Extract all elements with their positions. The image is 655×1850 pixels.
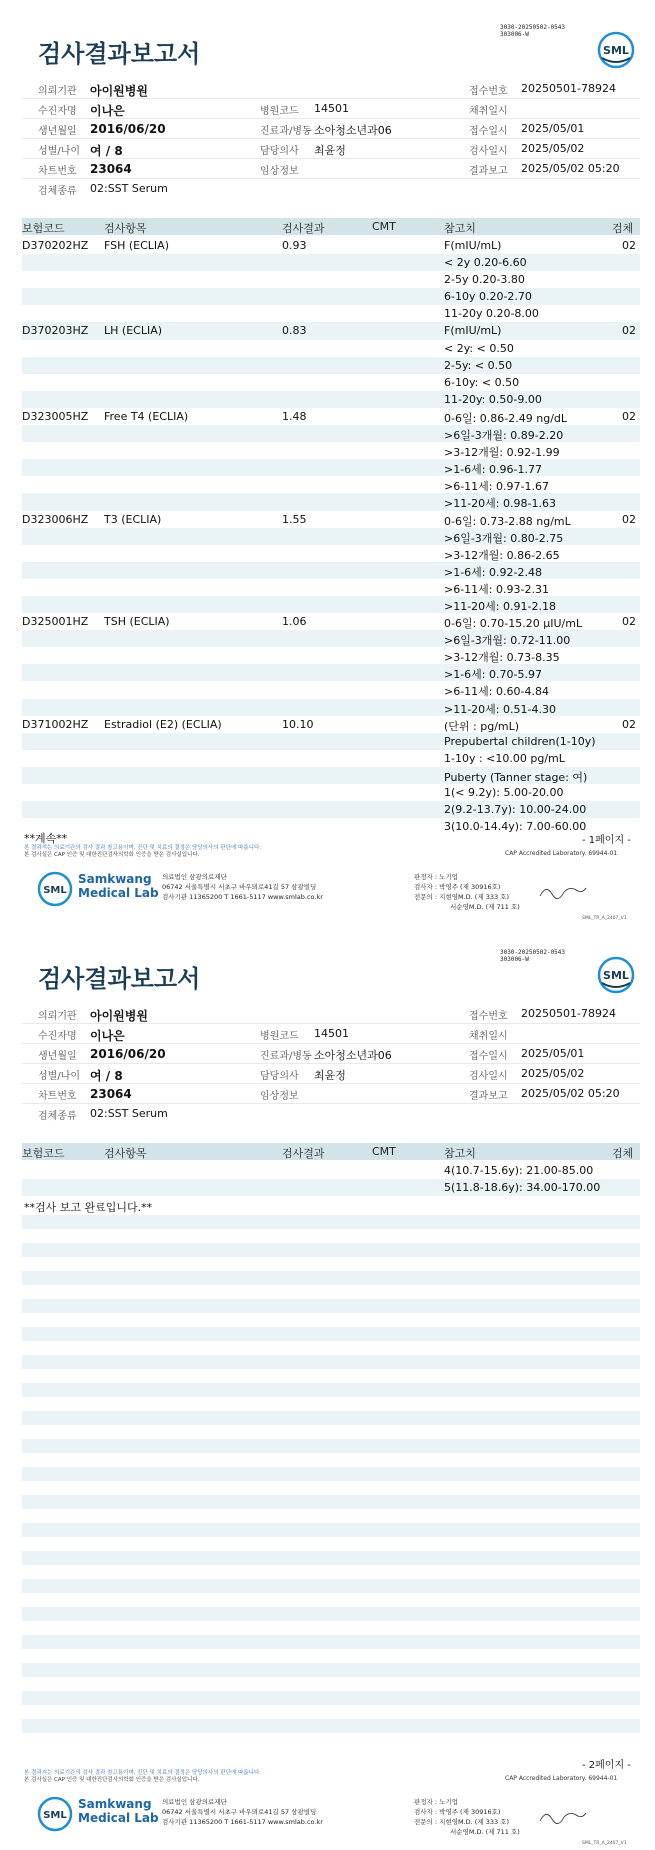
- chart-no-label: 차트번호: [38, 1091, 77, 1102]
- specimen-value: 02:SST Serum: [90, 182, 168, 195]
- results-table-header: [22, 1143, 640, 1160]
- patient-info-block: [22, 1004, 640, 1124]
- test-date-label: 검사일시: [469, 146, 508, 157]
- receipt-no-label: 접수번호: [469, 86, 508, 97]
- cell-code: D325001HZ: [22, 615, 89, 629]
- department-label: 진료과/병동: [260, 126, 312, 137]
- company-logo: [36, 1793, 166, 1833]
- notice-line-2: 본 검사실은 CAP 인증 및 대한진단검사의학회 인증을 받은 검사실입니다.: [24, 1777, 200, 1783]
- cell-reference: >6일-3개월: 0.89-2.20: [444, 429, 564, 443]
- cell-code: D370203HZ: [22, 324, 89, 338]
- cell-reference: 11-20y: 0.50-9.00: [444, 392, 542, 406]
- cell-reference: 1(< 9.2y): 5.00-20.00: [444, 786, 564, 799]
- clinical-info-label: 임상정보: [260, 166, 299, 177]
- info-row-5: [22, 159, 640, 179]
- notice-line-1: 본 결과지는 의료기관의 검사 결과 참고용이며, 진단 및 치료의 결정은 담당의사의 판단에 따릅니다.: [24, 1770, 261, 1776]
- cell-reference: 0-6일: 0.73-2.88 ng/mL: [444, 514, 571, 528]
- info-row-6: [22, 179, 640, 199]
- info-row-1: [22, 79, 640, 99]
- header-item: 검사항목: [104, 222, 147, 235]
- table-row: [22, 699, 640, 716]
- company-name: Samkwang Medical Lab: [78, 872, 159, 900]
- table-row: [22, 391, 640, 408]
- table-row: [22, 305, 640, 322]
- cell-reference: >6-11세: 0.93-2.31: [444, 582, 549, 596]
- cell-reference: >1-6세: 0.92-2.48: [444, 565, 542, 579]
- specimen-label: 검체종류: [38, 186, 77, 197]
- empty-row: [22, 1691, 640, 1705]
- notice-line-2: 본 검사실은 CAP 인증 및 대한진단검사의학회 인증을 받은 검사실입니다.: [24, 852, 200, 858]
- cell-reference: 3(10.0-14.4y): 7.00-60.00: [444, 820, 587, 834]
- table-row: [22, 476, 640, 493]
- sex-age-label: 성별/나이: [38, 146, 81, 157]
- header-cmt: CMT: [372, 220, 396, 233]
- table-row: [22, 613, 640, 630]
- signature-image: [538, 880, 588, 904]
- document-version: SML_TR_A_2407_V1: [582, 916, 627, 921]
- cell-specimen: 02: [622, 615, 636, 629]
- svg-text:SML: SML: [43, 1810, 67, 1821]
- cell-result: 1.06: [282, 615, 307, 629]
- sex-age-label: 성별/나이: [38, 1071, 81, 1082]
- specimen-value: 02:SST Serum: [90, 1107, 168, 1120]
- table-row: [22, 630, 640, 647]
- patient-name-label: 수진자명: [38, 1031, 77, 1042]
- empty-row: [22, 1299, 640, 1313]
- page-number: - 1페이지 -: [582, 835, 631, 846]
- table-row: [22, 408, 640, 425]
- info-row-6: [22, 1104, 640, 1124]
- empty-row: [22, 1243, 640, 1257]
- collection-time-label: 채취일시: [469, 106, 508, 117]
- report-date-value: 2025/05/02 05:20: [521, 162, 620, 175]
- test-date-value: 2025/05/02: [521, 1067, 585, 1080]
- table-row: [22, 322, 640, 339]
- signatories: 판정자 : 노기업 검사자 : 박영주 (제 30916호) 전문의 : 지현영M.D. (제 333 호) 서순영M.D. (제 711 호): [414, 1798, 520, 1836]
- cell-code: D370202HZ: [22, 239, 89, 252]
- cap-accreditation: CAP Accredited Laboratory. 69944-01: [505, 850, 618, 857]
- table-row: [22, 596, 640, 613]
- report-date-label: 결과보고: [469, 166, 508, 177]
- table-row: [22, 647, 640, 664]
- test-date-value: 2025/05/02: [521, 142, 585, 155]
- patient-name-value: 이나은: [90, 1029, 125, 1043]
- info-row-2: [22, 1024, 640, 1044]
- info-row-3: [22, 1044, 640, 1064]
- company-address: 의료법인 삼광의료재단 06742 서울특별시 서초구 바우뫼로41길 57 삼광빌딩 검사기관 11365200 T 1661-5117 www.smlab.co.kr: [162, 1798, 323, 1826]
- cell-reference: 6-10y: < 0.50: [444, 375, 520, 389]
- header-specimen: 검체: [612, 1147, 634, 1160]
- table-row: [22, 374, 640, 391]
- table-row: [22, 357, 640, 374]
- table-row: [22, 425, 640, 442]
- sml-logo: [596, 30, 636, 70]
- report-title: 검사결과보고서: [38, 40, 201, 68]
- table-row: [22, 271, 640, 288]
- cell-reference: >6-11세: 0.60-4.84: [444, 685, 549, 699]
- cell-reference: 1-10y : <10.00 pg/mL: [444, 751, 565, 765]
- table-row: [22, 681, 640, 698]
- cell-reference: 5(11.8-18.6y): 34.00-170.00: [444, 1181, 601, 1195]
- birth-value: 2016/06/20: [90, 122, 166, 136]
- cell-reference: 0-6일: 0.86-2.49 ng/dL: [444, 411, 568, 425]
- cell-reference: >3-12개월: 0.86-2.65: [444, 548, 560, 562]
- cell-reference: >6일-3개월: 0.72-11.00: [444, 634, 571, 648]
- doctor-value: 최윤정: [314, 1069, 346, 1082]
- cell-reference: >3-12개월: 0.92-1.99: [444, 446, 560, 460]
- cell-reference: >11-20세: 0.98-1.63: [444, 497, 556, 511]
- cell-reference: >11-20세: 0.91-2.18: [444, 599, 556, 613]
- table-row: [22, 237, 640, 254]
- empty-row: [22, 1439, 640, 1453]
- receipt-no-value: 20250501-78924: [521, 82, 616, 95]
- header-result: 검사결과: [282, 222, 325, 235]
- header-cmt: CMT: [372, 1145, 396, 1158]
- receipt-no-value: 20250501-78924: [521, 1007, 616, 1020]
- cell-specimen: 02: [622, 717, 636, 731]
- cell-reference: 2-5y 0.20-3.80: [444, 273, 525, 287]
- cell-result: 10.10: [282, 717, 314, 731]
- empty-row: [22, 1579, 640, 1593]
- receipt-date-value: 2025/05/01: [521, 1047, 585, 1060]
- table-row: [22, 784, 640, 801]
- department-value: 소아청소년과06: [314, 124, 392, 137]
- report-title: 검사결과보고서: [38, 965, 201, 993]
- requesting-org-label: 의뢰기관: [38, 86, 77, 97]
- hospital-code-value: 14501: [314, 102, 349, 115]
- continue-marker: **계속**: [24, 832, 68, 845]
- empty-row: [22, 1551, 640, 1565]
- cell-reference: >6-11세: 0.97-1.67: [444, 480, 549, 494]
- chart-no-value: 23064: [90, 1087, 132, 1101]
- cell-item: LH (ECLIA): [104, 324, 163, 338]
- company-address: 의료법인 삼광의료재단 06742 서울특별시 서초구 바우뫼로41길 57 삼광빌딩 검사기관 11365200 T 1661-5117 www.smlab.co.kr: [162, 873, 323, 901]
- cell-item: Estradiol (E2) (ECLIA): [104, 717, 222, 731]
- empty-row: [22, 1523, 640, 1537]
- table-row: [22, 340, 640, 357]
- cell-specimen: 02: [622, 512, 636, 526]
- table-row: [22, 459, 640, 476]
- empty-row: [22, 1663, 640, 1677]
- birth-label: 생년월일: [38, 126, 77, 137]
- cell-item: TSH (ECLIA): [104, 615, 170, 629]
- doctor-label: 담당의사: [260, 146, 299, 157]
- cell-result: 0.83: [282, 324, 307, 338]
- table-row: [22, 254, 640, 271]
- cell-specimen: 02: [622, 239, 636, 252]
- cell-reference: >6일-3개월: 0.80-2.75: [444, 531, 564, 545]
- info-row-4: [22, 1064, 640, 1084]
- info-row-2: [22, 99, 640, 119]
- hospital-code-value: 14501: [314, 1027, 349, 1040]
- cell-item: Free T4 (ECLIA): [104, 409, 189, 423]
- cell-result: 0.93: [282, 239, 307, 252]
- birth-value: 2016/06/20: [90, 1047, 166, 1061]
- chart-no-value: 23064: [90, 162, 132, 176]
- header-specimen: 검체: [612, 222, 634, 235]
- info-row-1: [22, 1004, 640, 1024]
- requesting-org-value: 아이원병원: [90, 1009, 148, 1023]
- svg-text:SML: SML: [603, 44, 629, 57]
- svg-text:SML: SML: [603, 969, 629, 982]
- cell-reference: 2-5y: < 0.50: [444, 358, 513, 372]
- requesting-org-value: 아이원병원: [90, 84, 148, 98]
- document-number: [500, 24, 565, 38]
- results-table-body: [22, 1162, 640, 1196]
- table-row: [22, 545, 640, 562]
- doc-number-line2: 303006-W: [500, 31, 529, 38]
- empty-row: [22, 1355, 640, 1369]
- cell-item: FSH (ECLIA): [104, 239, 169, 252]
- requesting-org-label: 의뢰기관: [38, 1011, 77, 1022]
- cell-code: D323005HZ: [22, 409, 89, 423]
- cell-reference: 4(10.7-15.6y): 21.00-85.00: [444, 1164, 594, 1177]
- cell-reference: Prepubertal children(1-10y): [444, 734, 596, 748]
- empty-row: [22, 1495, 640, 1509]
- company-logo-icon: [36, 1795, 74, 1833]
- doc-number-line1: 3030-20250502-0543: [500, 949, 566, 956]
- table-row: [22, 750, 640, 767]
- signature-image: [538, 1805, 588, 1829]
- info-row-4: [22, 139, 640, 159]
- doctor-value: 최윤정: [314, 144, 346, 157]
- cell-result: 1.55: [282, 512, 307, 526]
- cell-item: T3 (ECLIA): [104, 512, 162, 526]
- empty-row: [22, 1327, 640, 1341]
- empty-row: [22, 1719, 640, 1733]
- page-number: - 2페이지 -: [582, 1760, 631, 1771]
- hospital-code-label: 병원코드: [260, 1031, 299, 1042]
- birth-label: 생년월일: [38, 1051, 77, 1062]
- document-number: [500, 949, 565, 963]
- cell-reference: >1-6세: 0.96-1.77: [444, 463, 542, 477]
- info-row-5: [22, 1084, 640, 1104]
- sex-age-value: 여 / 8: [90, 144, 123, 158]
- table-row: [22, 818, 640, 835]
- results-table-header: [22, 218, 640, 235]
- empty-row: [22, 1607, 640, 1621]
- results-table-body: [22, 237, 640, 835]
- table-row: [22, 579, 640, 596]
- table-row: [22, 511, 640, 528]
- table-row: [22, 562, 640, 579]
- department-value: 소아청소년과06: [314, 1049, 392, 1062]
- cap-accreditation: CAP Accredited Laboratory. 69944-01: [505, 1775, 618, 1782]
- cell-reference: 11-20y 0.20-8.00: [444, 307, 539, 321]
- empty-row: [22, 1215, 640, 1229]
- table-row: [22, 716, 640, 733]
- cell-reference: < 2y 0.20-6.60: [444, 256, 527, 270]
- doctor-label: 담당의사: [260, 1071, 299, 1082]
- patient-name-value: 이나은: [90, 104, 125, 118]
- table-row: [22, 442, 640, 459]
- empty-row: [22, 1271, 640, 1285]
- info-row-3: [22, 119, 640, 139]
- receipt-no-label: 접수번호: [469, 1011, 508, 1022]
- header-reference: 참고치: [444, 222, 476, 235]
- svg-text:SML: SML: [43, 885, 67, 896]
- cell-reference: >1-6세: 0.70-5.97: [444, 668, 542, 682]
- table-row: [22, 288, 640, 305]
- company-logo-icon: [36, 870, 74, 908]
- cell-reference: 6-10y 0.20-2.70: [444, 290, 532, 304]
- department-label: 진료과/병동: [260, 1051, 312, 1062]
- cell-code: D371002HZ: [22, 717, 89, 731]
- patient-name-label: 수진자명: [38, 106, 77, 117]
- cell-reference: (단위 : pg/mL): [444, 719, 520, 733]
- patient-info-block: [22, 79, 640, 199]
- header-reference: 참고치: [444, 1147, 476, 1160]
- report-complete-message: **검사 보고 완료입니다.**: [24, 1201, 153, 1214]
- table-row: [22, 528, 640, 545]
- receipt-date-value: 2025/05/01: [521, 122, 585, 135]
- header-result: 검사결과: [282, 1147, 325, 1160]
- empty-row: [22, 1383, 640, 1397]
- company-logo: [36, 868, 166, 908]
- table-row: [22, 801, 640, 818]
- table-row: [22, 1162, 640, 1179]
- sex-age-value: 여 / 8: [90, 1069, 123, 1083]
- cell-reference: F(mIU/mL): [444, 239, 502, 252]
- cell-reference: < 2y: < 0.50: [444, 341, 514, 355]
- clinical-info-label: 임상정보: [260, 1091, 299, 1102]
- empty-row: [22, 1411, 640, 1425]
- company-name: Samkwang Medical Lab: [78, 1797, 159, 1825]
- chart-no-label: 차트번호: [38, 166, 77, 177]
- report-date-value: 2025/05/02 05:20: [521, 1087, 620, 1100]
- table-row: [22, 664, 640, 681]
- cell-specimen: 02: [622, 409, 636, 423]
- empty-row: [22, 1467, 640, 1481]
- report-page-2: [0, 925, 655, 1850]
- doc-number-line2: 303006-W: [500, 956, 529, 963]
- cell-reference: >3-12개월: 0.73-8.35: [444, 651, 560, 665]
- header-item: 검사항목: [104, 1147, 147, 1160]
- doc-number-line1: 3030-20250502-0543: [500, 24, 566, 31]
- signatories: 판정자 : 노기업 검사자 : 박영주 (제 30916호) 전문의 : 지현영M.D. (제 333 호) 서순영M.D. (제 711 호): [414, 873, 520, 911]
- sml-logo: [596, 955, 636, 995]
- report-date-label: 결과보고: [469, 1091, 508, 1102]
- collection-time-label: 채취일시: [469, 1031, 508, 1042]
- empty-row: [22, 1635, 640, 1649]
- cell-reference: 0-6일: 0.70-15.20 µIU/mL: [444, 617, 583, 631]
- cell-code: D323006HZ: [22, 512, 89, 526]
- document-version: SML_TR_A_2407_V1: [582, 1841, 627, 1846]
- cell-reference: Puberty (Tanner stage: 여): [444, 770, 588, 784]
- table-row: [22, 1179, 640, 1196]
- cell-reference: >11-20세: 0.51-4.30: [444, 702, 556, 716]
- hospital-code-label: 병원코드: [260, 106, 299, 117]
- header-code: 보험코드: [22, 222, 65, 235]
- cell-specimen: 02: [622, 324, 636, 338]
- table-row: [22, 767, 640, 784]
- test-date-label: 검사일시: [469, 1071, 508, 1082]
- receipt-date-label: 접수일시: [469, 126, 508, 137]
- cell-result: 1.48: [282, 409, 307, 423]
- receipt-date-label: 접수일시: [469, 1051, 508, 1062]
- cell-reference: F(mIU/mL): [444, 324, 502, 338]
- table-row: [22, 733, 640, 750]
- header-code: 보험코드: [22, 1147, 65, 1160]
- notice-line-1: 본 결과지는 의료기관의 검사 결과 참고용이며, 진단 및 치료의 결정은 담당의사의 판단에 따릅니다.: [24, 845, 261, 851]
- specimen-label: 검체종류: [38, 1111, 77, 1122]
- table-row: [22, 493, 640, 510]
- cell-reference: 2(9.2-13.7y): 10.00-24.00: [444, 803, 587, 817]
